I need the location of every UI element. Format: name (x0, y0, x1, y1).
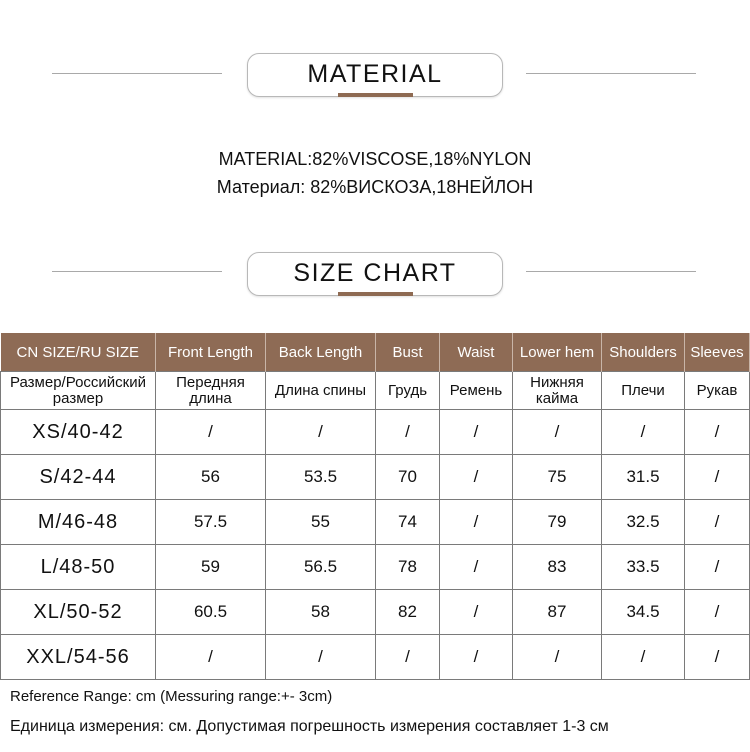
shoulders-cell: / (602, 635, 685, 680)
lower-hem-cell: 83 (513, 545, 602, 590)
size-chart-table (0, 333, 750, 680)
waist-cell: / (440, 590, 513, 635)
reference-range-en: Reference Range: cm (Messuring range:+- 3cm) (10, 688, 333, 705)
back-length-cell: 53.5 (266, 455, 376, 500)
sleeves-cell: / (685, 590, 750, 635)
header-lower-hem: Lower hem (513, 333, 602, 372)
material-ru-value: 82%ВИСКОЗА,18НЕЙЛОН (310, 177, 534, 197)
waist-cell: / (440, 410, 513, 455)
material-heading: MATERIAL (307, 60, 443, 88)
material-ru (0, 177, 750, 198)
sleeves-cell: / (685, 545, 750, 590)
ru-header-back-length: Длина спины (266, 372, 376, 410)
table-row (1, 500, 750, 545)
sleeves-cell: / (685, 500, 750, 545)
divider-right-material (526, 73, 696, 74)
table-row (1, 410, 750, 455)
shoulders-cell: / (602, 410, 685, 455)
size-cell: XXL/54-56 (1, 635, 156, 680)
material-heading-underline (338, 93, 413, 97)
header-waist: Waist (440, 333, 513, 372)
divider-left-material (52, 73, 222, 74)
front-length-cell: 59 (156, 545, 266, 590)
bust-cell: 78 (376, 545, 440, 590)
waist-cell: / (440, 545, 513, 590)
size-heading-underline (338, 292, 413, 296)
waist-cell: / (440, 635, 513, 680)
front-length-cell: 60.5 (156, 590, 266, 635)
divider-left-size (52, 271, 222, 272)
waist-cell: / (440, 500, 513, 545)
bust-cell: 70 (376, 455, 440, 500)
lower-hem-cell: 75 (513, 455, 602, 500)
back-length-cell: 55 (266, 500, 376, 545)
size-heading: SIZE CHART (293, 259, 457, 287)
front-length-cell: 56 (156, 455, 266, 500)
header-row (1, 333, 750, 372)
header-shoulders: Shoulders (602, 333, 685, 372)
ru-header-bust: Грудь (376, 372, 440, 410)
ru-header-row (1, 372, 750, 410)
lower-hem-cell: 87 (513, 590, 602, 635)
size-cell: S/42-44 (1, 455, 156, 500)
header-sleeves: Sleeves (685, 333, 750, 372)
header-front-length: Front Length (156, 333, 266, 372)
back-length-cell: 58 (266, 590, 376, 635)
bust-cell: / (376, 635, 440, 680)
lower-hem-cell: 79 (513, 500, 602, 545)
lower-hem-cell: / (513, 635, 602, 680)
ru-header-lower-hem: Нижняя кайма (513, 372, 602, 410)
ru-header-size: Размер/Российский размер (1, 372, 156, 410)
shoulders-cell: 32.5 (602, 500, 685, 545)
back-length-cell: / (266, 635, 376, 680)
shoulders-cell: 34.5 (602, 590, 685, 635)
sleeves-cell: / (685, 410, 750, 455)
material-en-value: 82%VISCOSE,18%NYLON (312, 149, 532, 169)
ru-header-front-length: Передняя длина (156, 372, 266, 410)
size-cell: M/46-48 (1, 500, 156, 545)
reference-range-ru: Единица измерения: см. Допустимая погрешность измерения составляет 1-3 см (10, 718, 609, 735)
divider-right-size (526, 271, 696, 272)
lower-hem-cell: / (513, 410, 602, 455)
header-bust: Bust (376, 333, 440, 372)
material-ru-label: Материал: (216, 177, 306, 197)
size-cell: L/48-50 (1, 545, 156, 590)
sleeves-cell: / (685, 635, 750, 680)
front-length-cell: / (156, 635, 266, 680)
ru-header-waist: Ремень (440, 372, 513, 410)
size-cell: XL/50-52 (1, 590, 156, 635)
size-cell: XS/40-42 (1, 410, 156, 455)
ru-header-shoulders: Плечи (602, 372, 685, 410)
bust-cell: 74 (376, 500, 440, 545)
sleeves-cell: / (685, 455, 750, 500)
front-length-cell: / (156, 410, 266, 455)
material-en-label: MATERIAL: (218, 149, 313, 169)
table-row (1, 455, 750, 500)
back-length-cell: / (266, 410, 376, 455)
table-row (1, 635, 750, 680)
header-back-length: Back Length (266, 333, 376, 372)
material-heading-box (247, 53, 503, 97)
bust-cell: / (376, 410, 440, 455)
waist-cell: / (440, 455, 513, 500)
size-heading-box (247, 252, 503, 296)
shoulders-cell: 31.5 (602, 455, 685, 500)
ru-header-sleeves: Рукав (685, 372, 750, 410)
header-size: CN SIZE/RU SIZE (1, 333, 156, 372)
front-length-cell: 57.5 (156, 500, 266, 545)
shoulders-cell: 33.5 (602, 545, 685, 590)
bust-cell: 82 (376, 590, 440, 635)
material-en (0, 149, 750, 170)
table-row (1, 545, 750, 590)
table-row (1, 590, 750, 635)
back-length-cell: 56.5 (266, 545, 376, 590)
